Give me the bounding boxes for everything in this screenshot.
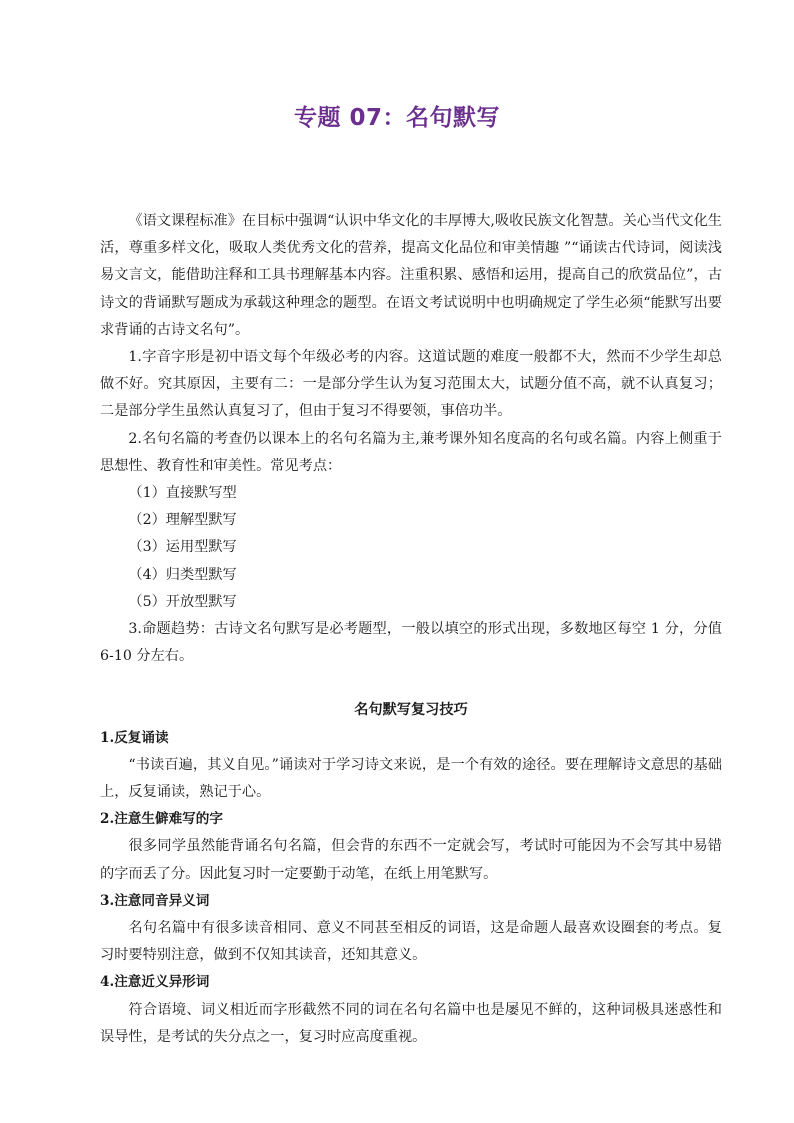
- exam-point-item: （4）归类型默写: [128, 566, 237, 583]
- intro-paragraph: 《语文课程标准》在目标中强调“认识中华文化的丰厚博大,吸收民族文化智慧。关心当代文化生活，尊重多样文化，吸取人类优秀文化的营养，提高文化品位和审美情趣 ”“诵读古代诗词，阅读浅易文言文，能借助注释和工具书理解基本内容。注重积累、感悟和运用，提高自己的欣赏品位”，古诗文的背诵默写题成为承载这种理念的题型。在语文考试说明中也明确规定了学生必须“能默写出要求背诵的古诗文名句”。: [100, 213, 722, 338]
- tip-body: “书读百遍，其义自见。”诵读对于学习诗文来说，是一个有效的途径。要在理解诗文意思的基础上，反复诵读，熟记于心。: [100, 756, 722, 801]
- tip-block: [100, 725, 722, 807]
- tip-body: 符合语境、词义相近而字形截然不同的词在名句名篇中也是屡见不鲜的，这种词极具迷惑性和误导性，是考试的失分点之一，复习时应高度重视。: [100, 1001, 722, 1045]
- tip-body: 名句名篇中有很多读音相同、意义不同甚至相反的词语，这是命题人最喜欢设圈套的考点。复习时要特别注意，做到不仅知其读音，还知其意义。: [100, 920, 722, 964]
- intro-paragraph: 1.字音字形是初中语文每个年级必考的内容。这道试题的难度一般都不大，然而不少学生却总做不好。究其原因，主要有二：一是部分学生认为复习范围太大，试题分值不高，就不认真复习；二是部分学生虽然认真复习了，但由于复习不得要领，事倍功半。: [100, 349, 722, 420]
- tip-block: [100, 969, 722, 1051]
- tip-heading: 1.反复诵读: [100, 729, 169, 746]
- trend-paragraph: 3.命题趋势：古诗文名句默写是必考题型，一般以填空的形式出现，多数地区每空 1 分，分值 6-10 分左右。: [100, 621, 722, 665]
- exam-point-item: （5）开放型默写: [128, 593, 237, 610]
- exam-point-list: [100, 480, 722, 616]
- intro-paragraph: 2.名句名篇的考查仍以课本上的名句名篇为主,兼考课外知名度高的名句或名篇。内容上侧重于思想性、教育性和审美性。常见考点：: [100, 430, 722, 474]
- tip-heading: 2.注意生僻难写的字: [100, 811, 223, 828]
- tip-heading: 4.注意近义异形词: [100, 974, 210, 991]
- tip-body: 很多同学虽然能背诵名句名篇，但会背的东西不一定就会写，考试时可能因为不会写其中易错的字而丢了分。因此复习时一定要勤于动笔，在纸上用笔默写。: [100, 838, 722, 882]
- exam-point-item: （2）理解型默写: [128, 512, 237, 529]
- tip-block: [100, 888, 722, 970]
- exam-point-item: （1）直接默写型: [128, 485, 237, 502]
- tip-heading: 3.注意同音异义词: [100, 892, 210, 909]
- section-title: 名句默写复习技巧: [354, 702, 468, 719]
- exam-point-item: （3）运用型默写: [128, 539, 237, 556]
- document-body: [100, 208, 722, 1051]
- page-title: 专题 07：名句默写: [293, 105, 500, 131]
- tip-block: [100, 806, 722, 888]
